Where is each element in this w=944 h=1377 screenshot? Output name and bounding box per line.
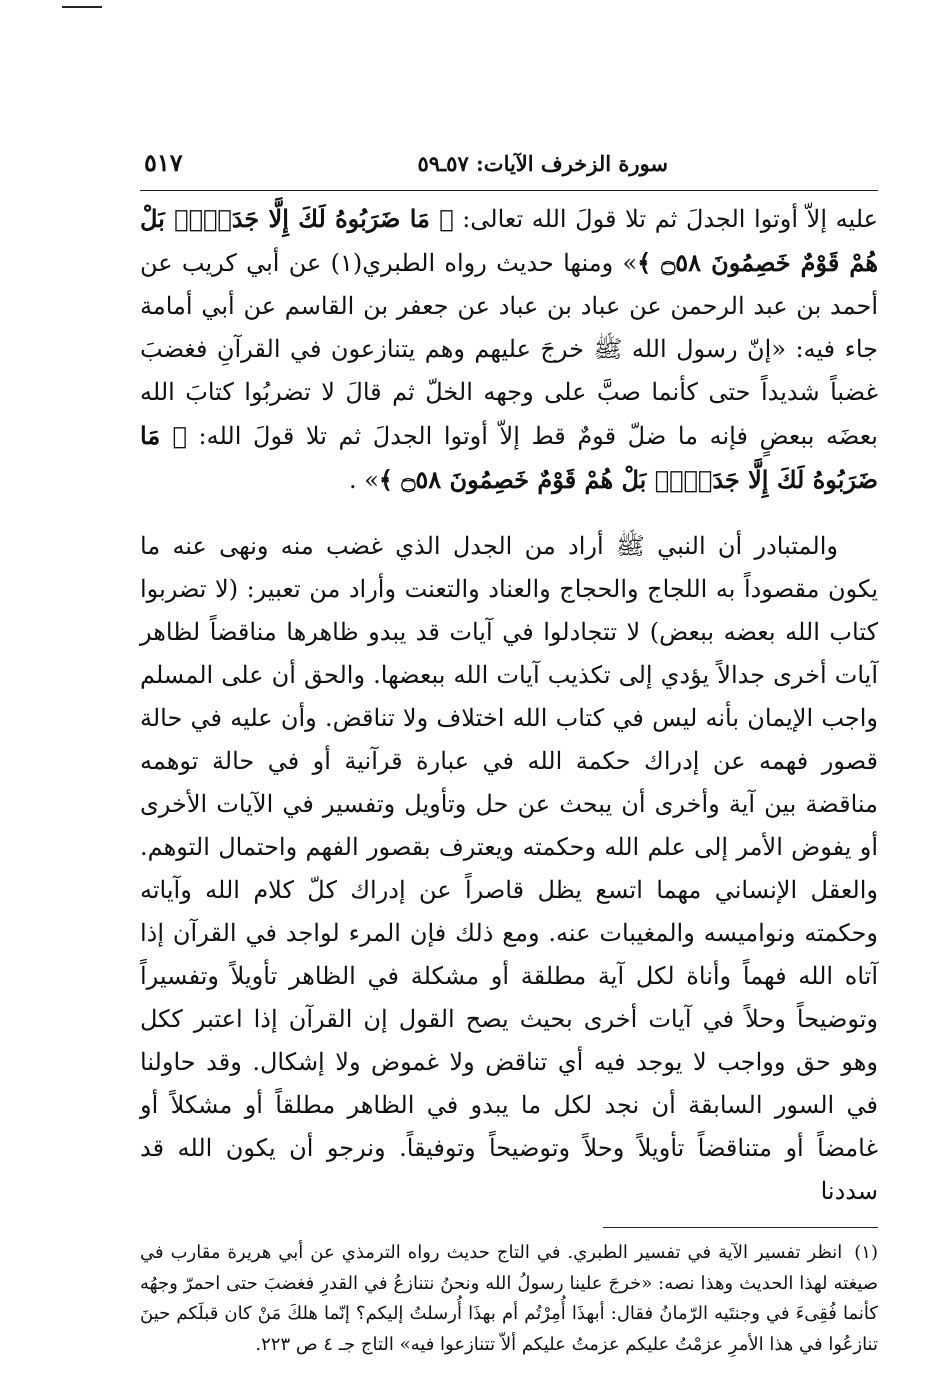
book-page xyxy=(140,140,878,1360)
quran-verse-2: ﴿ مَا ضَرَبُوهُ لَكَ إِلَّا جَدَلًاۢ بَلْ هُمْ قَوْمٌ خَصِمُونَ ۝٥٨ ﴾ xyxy=(140,421,878,494)
page-number: ٥١٧ xyxy=(144,148,183,177)
paragraph-hadith-end: » . xyxy=(348,466,379,494)
header-title: سورة الزخرف الآيات: ٥٧ـ٥٩ xyxy=(417,151,668,176)
footnote-rule xyxy=(603,1227,878,1228)
header-rule xyxy=(140,190,878,191)
footnote xyxy=(140,1238,878,1360)
paragraph-hadith xyxy=(140,197,878,502)
paragraph-hadith-intro: عليه إلاّ أوتوا الجدلَ ثم تلا قولَ الله تعالى: xyxy=(462,205,878,233)
footnote-number: (١) xyxy=(854,1242,878,1263)
paragraph-commentary: والمتبادر أن النبي ﷺ أراد من الجدل الذي غضب منه ونهى عنه ما يكون مقصوداً به اللجاج والحجاج والعناد والتعنت وأراد من تعبير: (لا تضربوا كتاب الله بعضه ببعض) لا تتجادلوا في آيات قد يبدو ظاهرها مناقضاً لظاهر آيات أخرى جدالاً يؤدي إلى تكذيب آيات الله ببعضها. والحق أن على المسلم واجب الإيمان بأنه ليس في كتاب الله اختلاف ولا تناقض. وأن عليه في حالة قصور فهمه عن إدراك حكمة الله في عبارة قرآنية أو في حالة توهمه مناقضة بين آية وأخرى أن يبحث عن حل وتأويل وتفسير في الآيات الأخرى أو يفوض الأمر إلى علم الله وحكمته ويعترف بقصور الفهم واحتمال التوهم. والعقل الإنساني مهما اتسع يظل قاصراً عن إدراك كلّ كلام الله وآياته وحكمته ونواميسه والمغيبات عنه. ومع ذلك فإن المرء لواجد في القرآن إذا آتاه الله فهماً وأناة لكل آية مطلقة أو مشكلة في الظاهر تأويلاً وتفسيراً وتوضيحاً وحلاً في آيات أخرى بحيث يصح القول إن القرآن إذا اعتبر ككل وهو حق وواجب لا يوجد فيه أي تناقض ولا غموض ولا إشكال. وقد حاولنا في السور السابقة أن نجد لكل ما يبدو في الظاهر مطلقاً أو مشكلاً أو غامضاً أو متناقضاً تأويلاً وحلاً وتوضيحاً وتوفيقاً. ونرجو أن يكون الله قد سددنا xyxy=(140,532,879,1205)
scan-corner-mark xyxy=(62,6,102,8)
paragraph-hadith-body: » ومنها حديث رواه الطبري(١) عن أبي كريب عن أحمد بن عبد الرحمن عن عباد بن عباد عن جعفر بن القاسم عن أبي أمامة جاء فيه: «إنّ رسول الله ﷺ خرجَ عليهم وهم يتنازعون في القرآنِ فغضبَ غضباً شديداً حتى كأنما صبَّ على وجهه الخلّ ثم قالَ لا تضربُوا كتابَ الله بعضَه ببعضٍ فإنه ما ضلّ قومٌ قط إلاّ أوتوا الجدلَ ثم تلا قولَ الله: xyxy=(140,249,878,450)
quran-verse-1: ﴿ مَا ضَرَبُوهُ لَكَ إِلَّا جَدَلًاۢ بَلْ هُمْ قَوْمٌ خَصِمُونَ ۝٥٨ ﴾ xyxy=(140,204,878,277)
footnote-text: انظر تفسير الآية في تفسير الطبري. في التاج حديث رواه الترمذي عن أبي هريرة مقارب في صيغته لهذا الحديث وهذا نصه: «خرجَ علينا رسولُ الله ونحنُ نتنازعُ في القدرِ فغضبَ حتى احمرّ وجهُه كأنما فُقِىءَ في وجنتَيه الرّمانُ فقال: أبهذَا أُمِرْتُم أم بهذَا أُرسلتُ إليكم؟ إنّما هلكَ مَنْ كان قبلَكم حينَ تنازعُوا في هذا الأمرِ عزمْتُ عليكم عزمتُ عليكم ألاّ تتنازعوا فيه» التاج جـ ٤ ص ٢٢٣. xyxy=(140,1242,878,1355)
running-header xyxy=(140,140,878,188)
